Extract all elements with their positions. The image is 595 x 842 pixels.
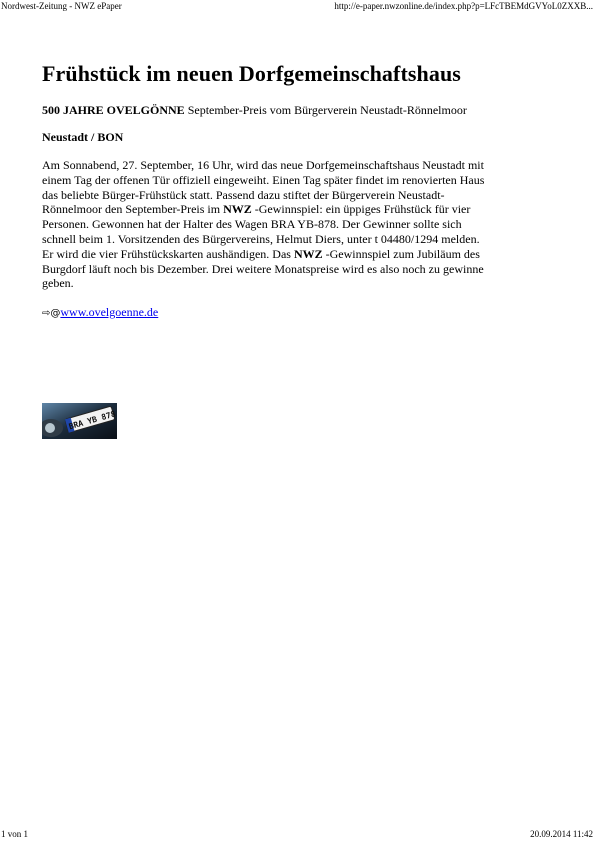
article-body xyxy=(42,158,487,291)
ovelgoenne-link[interactable]: www.ovelgoenne.de xyxy=(60,305,159,320)
print-header-title: Nordwest-Zeitung - NWZ ePaper xyxy=(1,1,122,11)
body-text-part: -Gewinnspiel: ein üppiges Frühstück für vier Personen. Gewonnen hat der Halter des Wagen BRA YB-878. Der Gewinner sollte sich schnell beim 1. Vorsitzenden des Bürgervereins, Helmut Diers, unter t 04480/1294 melden. Er wird die vier Frühstückskarten aushändigen. Das xyxy=(42,202,480,261)
article-kicker: 500 JAHRE OVELGÖNNE xyxy=(42,103,185,117)
article-subline-text: September-Preis vom Bürgerverein Neustadt-Rönnelmoor xyxy=(184,103,467,117)
license-plate-photo xyxy=(42,403,117,439)
article-photo xyxy=(42,403,117,439)
print-header-url: http://e-paper.nwzonline.de/index.php?p=LFcTBEMdGVYoL0ZXXB... xyxy=(334,1,593,11)
body-text-part: -Gewinnspiel zum Jubiläum des Burgdorf läuft noch bis Dezember. Drei weitere Monatspreise wird es also noch zu gewinne geben. xyxy=(42,246,484,291)
print-footer-page: 1 von 1 xyxy=(1,829,28,839)
license-plate-text: BRA YB 878 xyxy=(67,409,117,432)
article xyxy=(42,60,487,321)
print-footer-timestamp: 20.09.2014 11:42 xyxy=(530,829,593,839)
nwz-brand: NWZ xyxy=(293,246,323,261)
article-dateline: Neustadt / BON xyxy=(42,130,124,144)
arrow-icon: ⇨@ xyxy=(42,308,61,320)
body-text-part: Am Sonnabend, 27. September, 16 Uhr, wird das neue Dorfgemeinschaftshaus Neustadt mit einem Tag der offenen Tür offiziell eingeweiht. Einen Tag später findet im renovierten Haus das beliebte Bürger-Frühstück statt. Passend dazu stiftet der Bürgerverein Neustadt-Rönnelmoor den September-Preis im xyxy=(42,158,485,217)
article-headline: Frühstück im neuen Dorfgemeinschaftshaus xyxy=(42,61,461,86)
nwz-brand: NWZ xyxy=(223,202,252,217)
link-line xyxy=(42,305,487,321)
article-subline xyxy=(42,103,487,118)
